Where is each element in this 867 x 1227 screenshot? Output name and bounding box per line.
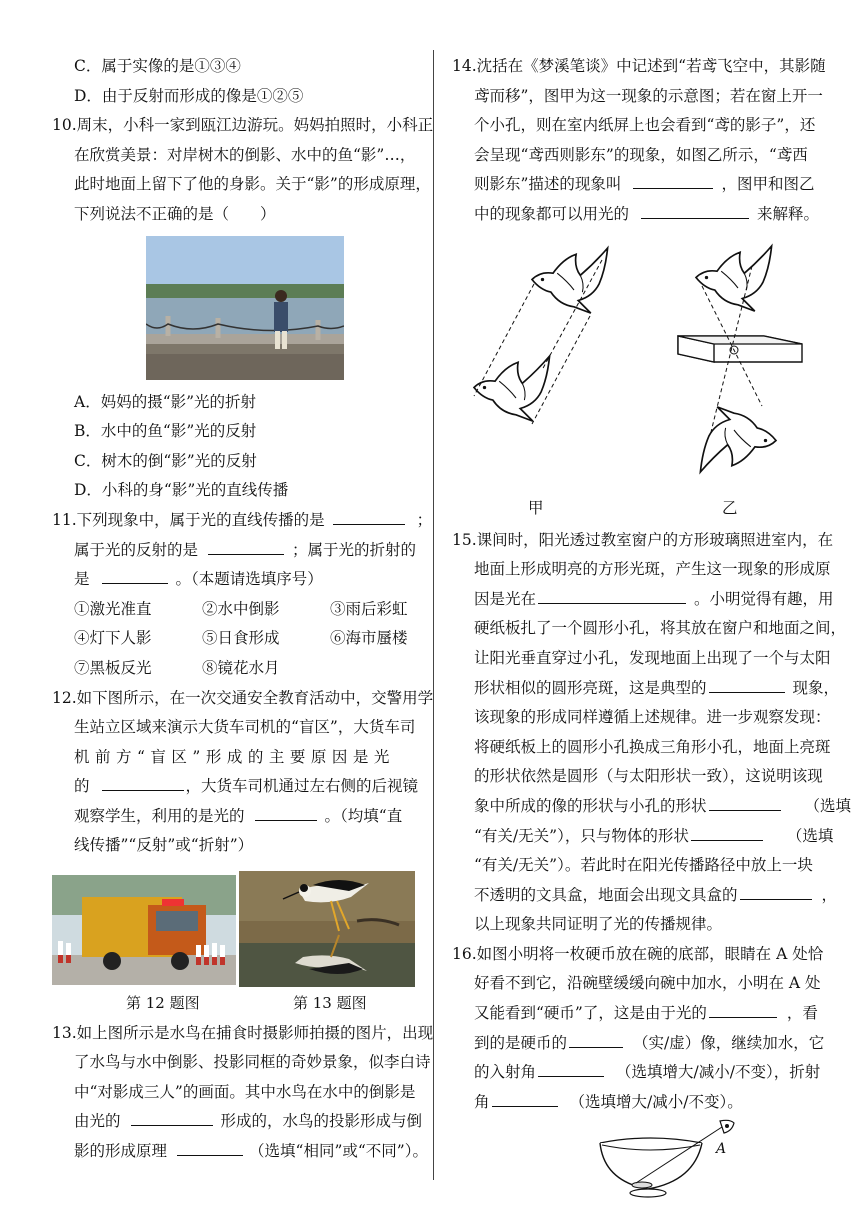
q16-line-1: [452, 940, 824, 970]
q14-text: 中的现象都可以用光的: [474, 204, 630, 223]
column-divider: [433, 50, 434, 1180]
q12-text: ，大货车司机通过左右侧的后视镜: [185, 777, 419, 796]
q12-figure-caption: 第 12 题图: [126, 994, 200, 1013]
answer-blank[interactable]: [569, 1029, 623, 1048]
q14-line-3: 个小孔，则在室内纸屏上也会看到“鸢的影子”，还: [474, 116, 816, 135]
q13-text: 由光的: [74, 1112, 121, 1131]
q16-text: （选填增大/减小/不变）。: [569, 1092, 743, 1111]
answer-blank[interactable]: [538, 585, 686, 604]
q15-text: 因是光在: [474, 589, 537, 608]
q16-text: （选填增大/减小/不变），折射: [616, 1063, 821, 1082]
q11-line-3: [52, 565, 424, 595]
q11-options-row-2: [52, 624, 424, 654]
q15-line-14: 以上现象共同证明了光的传播规律。: [474, 915, 723, 934]
q12-line-1: [52, 684, 434, 714]
q16-text: （实/虚）像，继续加水，它: [633, 1033, 825, 1052]
answer-blank[interactable]: [633, 170, 713, 189]
q15-line-4: 硬纸板扎了一个圆形小孔，将其放在窗户和地面之间，: [474, 619, 847, 638]
q16-text: 如图小明将一枚硬币放在碗的底部，眼睛在 A 处恰: [476, 944, 824, 963]
figure-yi-label: 乙: [722, 498, 738, 517]
q10-option-d: D．小科的身“影”光的直线传播: [74, 481, 289, 500]
q16-text: 到的是硬币的: [474, 1033, 568, 1052]
q15-text: 象中所成的像的形状与小孔的形状: [474, 796, 707, 815]
bowl-diagram: [452, 1119, 820, 1203]
q15-text: ，: [821, 885, 838, 904]
q14-line-5: [452, 170, 820, 200]
q15-line-12: “有关/无关”）。若此时在阳光传播路径中放上一块: [474, 856, 813, 875]
q11-line-2: [52, 536, 424, 566]
q13-text: （选填“相同”或“不同”）。: [249, 1142, 428, 1161]
q10-option-c: C．树木的倒“影”光的反射: [74, 451, 257, 470]
q15-line-2: 地面上形成明亮的方形光斑，产生这一现象的形成原: [474, 560, 831, 579]
q15-text: “有关/无关”），只与物体的形状: [474, 826, 689, 845]
q11-options-row-3: [52, 654, 424, 684]
answer-blank[interactable]: [102, 565, 168, 584]
q14-text: ，图甲和图乙: [721, 175, 815, 194]
q14-text: 则影东”描述的现象叫: [474, 175, 622, 194]
q15-line-5: 让阳光垂直穿过小孔，发现地面上出现了一个与太阳: [474, 648, 831, 667]
q15-text: 课间时，阳光透过教室窗户的方形玻璃照进室内，在: [476, 530, 834, 549]
q11-options-row-1: [52, 595, 424, 625]
answer-blank[interactable]: [641, 200, 749, 219]
figure-captions: [52, 989, 424, 1019]
q11-option: ③雨后彩虹: [330, 599, 408, 618]
kite-shadow-diagram: [452, 236, 820, 496]
q10-line-4: 下列说法不正确的是（ ）: [74, 204, 276, 223]
q11-text: ；属于光的折射的: [292, 540, 417, 559]
q12-line-5: [52, 802, 424, 832]
q15-text: 不透明的文具盒，地面会出现文具盒的: [474, 885, 738, 904]
answer-blank[interactable]: [208, 536, 284, 555]
q11-punct: ；: [416, 510, 433, 529]
q11-option: ⑧镜花水月: [202, 658, 280, 677]
q12-line-2: 生站立区域来演示大货车司机的“盲区”，大货车司: [74, 718, 416, 737]
answer-blank[interactable]: [492, 1088, 558, 1107]
q12-q13-figures: [52, 871, 424, 989]
q13-line-4: [52, 1107, 424, 1137]
q10-riverside-photo: [146, 236, 344, 380]
q10-line-1: [52, 111, 434, 141]
q12-line-3: 机前方“盲区”形成的主要原因是光: [74, 747, 395, 766]
q12-text: 观察学生，利用的是光的: [74, 806, 245, 825]
answer-blank[interactable]: [691, 822, 763, 841]
figure-yi: [678, 246, 802, 472]
q12-text: 。（均填“直: [324, 806, 403, 825]
q11-text: 。（本题请选填序号）: [175, 570, 323, 589]
q11-option: ②水中倒影: [202, 599, 280, 618]
q14-figures: [452, 236, 820, 526]
q13-text: 形成的，水鸟的投影形成与倒: [220, 1112, 423, 1131]
q16-line-6: [452, 1088, 820, 1118]
q12-line-6: 线传播”“反射”或“折射”）: [74, 836, 254, 855]
q14-line-1: [452, 52, 826, 82]
answer-blank[interactable]: [538, 1058, 604, 1077]
q13-number: 13.: [52, 1023, 77, 1042]
point-a-label: A: [716, 1141, 727, 1158]
q14-line-6: [452, 200, 820, 230]
q11-text: 属于光的反射的是: [74, 540, 199, 559]
q12-line-4: [52, 772, 424, 802]
q15-number: 15.: [452, 530, 477, 549]
q9-option-d: D．由于反射而形成的像是①②⑤: [74, 86, 304, 105]
answer-blank[interactable]: [131, 1107, 213, 1126]
q10-option-a: A．妈妈的摄“影”光的折射: [74, 392, 257, 411]
q13-line-3: 中“对影成三人”的画面。其中水鸟在水中的倒影是: [74, 1082, 416, 1101]
q10-text: 周末，小科一家到瓯江边游玩。妈妈拍照时，小科正: [76, 116, 434, 135]
q15-line-3: [452, 585, 834, 615]
q15-line-9: 的形状依然是圆形（与太阳形状一致），这说明该现: [474, 767, 823, 786]
q13-line-2: 了水鸟与水中倒影、投影同框的奇妙景象，似李白诗: [74, 1053, 431, 1072]
answer-blank[interactable]: [177, 1137, 243, 1156]
q11-text: 是: [74, 570, 90, 589]
answer-blank[interactable]: [255, 802, 317, 821]
answer-blank[interactable]: [740, 881, 812, 900]
q11-option: ⑤日食形成: [202, 629, 280, 648]
answer-blank[interactable]: [709, 674, 785, 693]
q16-number: 16.: [452, 944, 477, 963]
q16-text: 的入射角: [474, 1063, 537, 1082]
q13-line-5: [52, 1137, 428, 1167]
q16-line-3: [452, 999, 820, 1029]
q13-line-1: [52, 1019, 434, 1049]
q14-text: 来解释。: [757, 204, 820, 223]
q15-text: 形状相似的圆形亮斑，这是典型的: [474, 678, 707, 697]
q12-text: 如下图所示，在一次交通安全教育活动中，交警用学: [76, 688, 434, 707]
right-column: [452, 52, 852, 1203]
waterbird-scene: [239, 871, 415, 987]
left-column: [52, 52, 434, 1167]
q16-line-4: [452, 1029, 825, 1059]
q15-text: 现象，: [792, 678, 840, 697]
answer-blank[interactable]: [102, 772, 184, 791]
answer-blank[interactable]: [709, 792, 781, 811]
q16-bowl-figure: [452, 1119, 820, 1203]
q12-text: 的: [74, 777, 90, 796]
q15-line-8: 将硬纸板上的圆形小孔换成三角形小孔，地面上亮斑: [474, 737, 831, 756]
q14-line-2: 鸢而移”，图甲为这一现象的示意图；若在窗上开一: [474, 86, 823, 105]
q14-number: 14.: [452, 57, 477, 75]
q11-number: 11.: [52, 510, 77, 529]
q15-line-11: [452, 822, 834, 852]
q11-text: 下列现象中，属于光的直线传播的是: [76, 510, 325, 529]
q16-line-5: [452, 1058, 820, 1088]
truck-scene: [52, 875, 236, 985]
q10-option-b: B．水中的鱼“影”光的反射: [74, 422, 257, 441]
q12-number: 12.: [52, 688, 77, 707]
q10-line-3: 此时地面上留下了他的身影。关于“影”的形成原理，: [74, 175, 431, 194]
q14-line-4: 会呈现“鸢西则影东”的现象，如图乙所示，“鸢西: [474, 145, 808, 164]
q16-line-2: 好看不到它，沿碗壁缓缓向碗中加水，小明在 A 处: [474, 974, 821, 993]
q15-line-13: [452, 881, 838, 911]
q11-line-1: [52, 506, 433, 536]
q13-waterbird-photo: [239, 871, 415, 987]
q15-line-1: [452, 526, 834, 556]
q15-text: （选填: [804, 796, 852, 815]
q14-text: 沈括在《梦溪笔谈》中记述到“若鸢飞空中，其影随: [476, 57, 826, 75]
q9-option-c: C．属于实像的是①③④: [74, 57, 241, 75]
q16-text: 角: [474, 1092, 490, 1111]
riverside-scene: [146, 236, 344, 380]
q12-truck-photo: [52, 875, 236, 985]
answer-blank[interactable]: [709, 999, 777, 1018]
q10-number: 10.: [52, 116, 77, 135]
q16-text: 又能看到“硬币”了，这是由于光的: [474, 1004, 707, 1023]
q15-line-10: [452, 792, 852, 822]
q13-figure-caption: 第 13 题图: [293, 994, 367, 1013]
q15-text: 。小明觉得有趣，用: [694, 589, 834, 608]
q11-option: ⑥海市蜃楼: [330, 629, 408, 648]
figure-jia-label: 甲: [528, 498, 544, 517]
answer-blank[interactable]: [333, 506, 405, 525]
q10-line-2: 在欣赏美景：对岸树木的倒影、水中的鱼“影”…，: [74, 145, 416, 164]
q16-text: ，看: [786, 1004, 818, 1023]
q11-option: ①激光准直: [74, 599, 152, 618]
figure-jia: [474, 248, 608, 424]
q15-line-6: [452, 674, 840, 704]
q13-text: 影的形成原理: [74, 1142, 168, 1161]
q15-line-7: 该现象的形成同样遵循上述规律。进一步观察发现：: [474, 708, 831, 727]
q11-option: ④灯下人影: [74, 629, 152, 648]
q11-option: ⑦黑板反光: [74, 658, 152, 677]
q15-text: （选填: [786, 826, 834, 845]
q13-text: 如上图所示是水鸟在捕食时摄影师拍摄的图片，出现: [76, 1023, 434, 1042]
